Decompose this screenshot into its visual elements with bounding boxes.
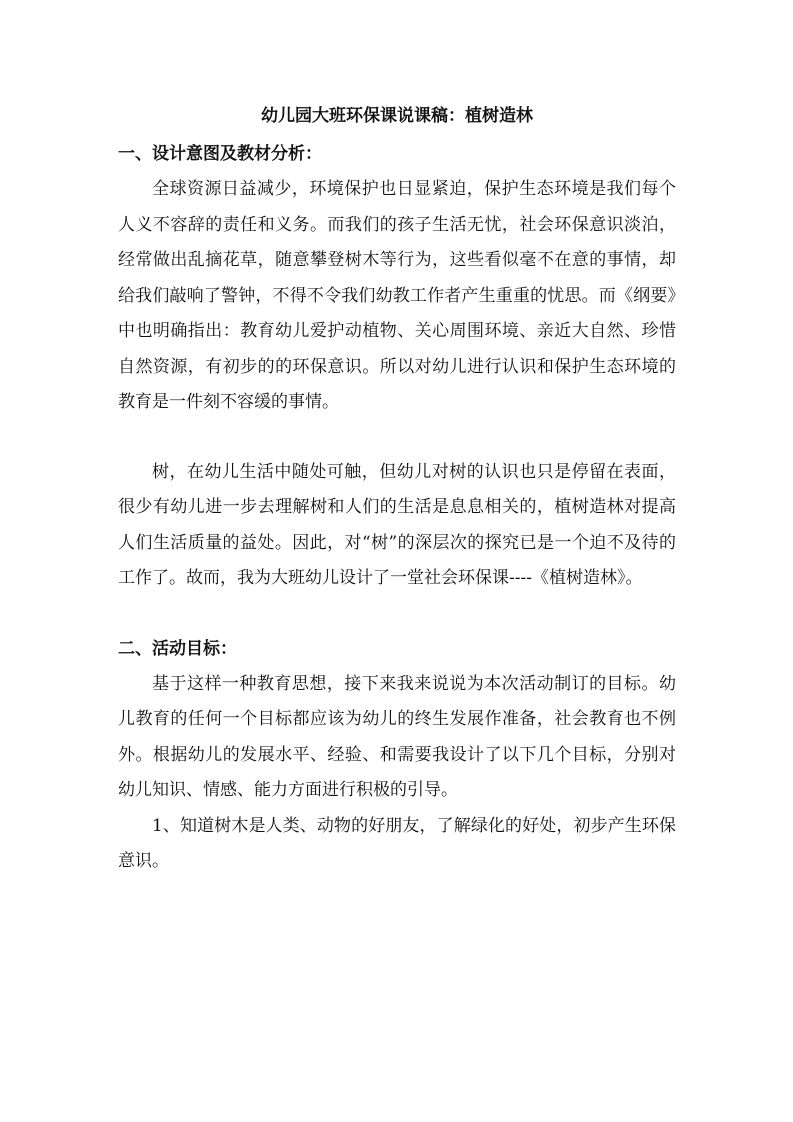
section-heading-design-intent: 一、设计意图及教材分析：: [118, 144, 322, 164]
paragraph-trees: 树，在幼儿生活中随处可触，但幼儿对树的认识也只是停留在表面，很少有幼儿进一步去理解树和人们的生活是息息相关的，植树造林对提高人们生活质量的益处。因此，对“树”的深层次的探究已是一个迫不及待的工作了。故而，我为大班幼儿设计了一堂社会环保课----《植树造林》。: [118, 461, 676, 588]
document-body: [118, 98, 676, 880]
section-heading-activity-goals: 二、活动目标：: [118, 638, 237, 659]
paragraph-environment-protection: 全球资源日益减少，环境保护也日显紧迫，保护生态环境是我们每个人义不容辞的责任和义务。而我们的孩子生活无忧，社会环保意识淡泊，经常做出乱摘花草，随意攀登树木等行为，这些看似毫不在意的事情，却给我们敲响了警钟，不得不令我们幼教工作者产生重重的忧思。而《纲要》中也明确指出：教育幼儿爱护动植物、关心周围环境、亲近大自然、珍惜自然资源，有初步的的环保意识。所以对幼儿进行认识和保护生态环境的教育是一件刻不容缓的事情。: [118, 179, 676, 412]
paragraph-spacer: [118, 421, 676, 455]
document-title: 幼儿园大班环保课说课稿：植树造林: [261, 106, 533, 126]
paragraph-goals-intro: 基于这样一种教育思想，接下来我来说说为本次活动制订的目标。幼儿教育的任何一个目标都应该为幼儿的终生发展作准备，社会教育也不例外。根据幼儿的发展水平、经验、和需要我设计了以下几个目标，分别对幼儿知识、情感、能力方面进行积极的引导。: [118, 673, 676, 800]
paragraph-spacer: [118, 597, 676, 631]
goal-item-1: 1、知道树木是人类、动物的好朋友，了解绿化的好处，初步产生环保意识。: [118, 815, 676, 871]
